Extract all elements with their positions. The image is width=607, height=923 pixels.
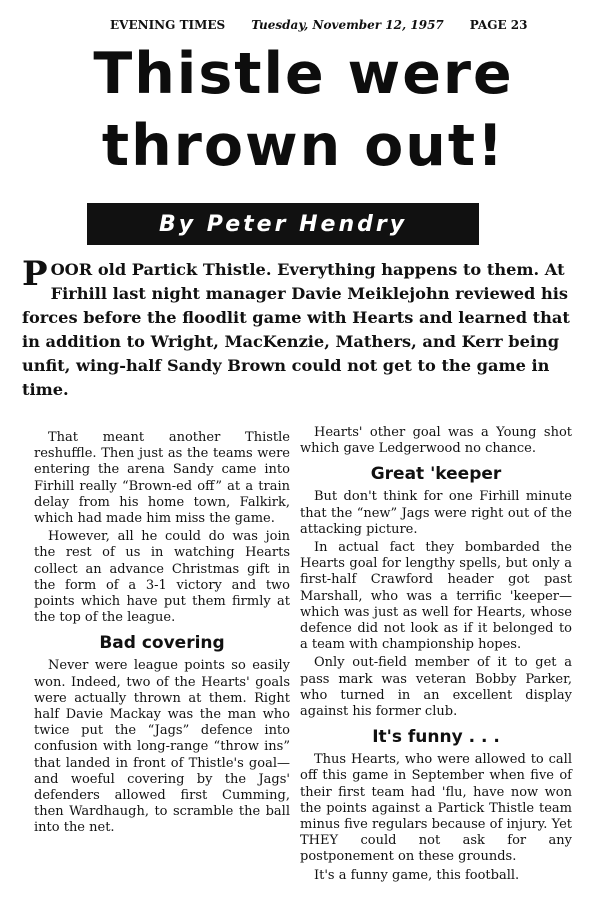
subheading: It's funny . . . bbox=[372, 727, 500, 748]
paragraph: It's a funny game, this football. bbox=[314, 867, 520, 883]
paragraph: However, all he could do was join the rest of us in watching Hearts collect an advance Christmas gift in the form of a 3-1 victory and two points which have put them firmly at the top of the league. bbox=[34, 529, 290, 626]
page-number: PAGE 23 bbox=[469, 18, 528, 32]
lead-paragraph bbox=[22, 254, 574, 402]
left-column bbox=[34, 430, 290, 839]
masthead bbox=[110, 18, 547, 32]
issue-date: Tuesday, November 12, 1957 bbox=[251, 18, 444, 32]
byline: By Peter Hendry bbox=[87, 203, 479, 245]
paragraph: But don't think for one Firhill minute that the “new” Jags were right out of the attacking picture. bbox=[300, 489, 572, 537]
subheading: Bad covering bbox=[99, 633, 225, 654]
drop-cap: P bbox=[22, 254, 48, 294]
subheading: Great 'keeper bbox=[370, 464, 502, 485]
paragraph: Never were league points so easily won. Indeed, two of the Hearts' goals were actually thrown at them. Right half Davie Mackay was the man who twice put the “Jags” defence into confusion with long-range “throw ins” that landed in front of Thistle's goal—and woeful covering by the Jags' defenders allowed first Cumming, then Wardhaugh, to scramble the ball into the net. bbox=[34, 658, 290, 836]
lead-text: OOR old Partick Thistle. Everything happens to them. At Firhill last night manager Davie Meiklejohn reviewed his forces before the floodlit game with Hearts and learned that in addition to Wright, MacKenzie, Mathers, and Kerr being unfit, wing-half Sandy Brown could not get to the game in time. bbox=[22, 260, 570, 399]
paragraph: Hearts' other goal was a Young shot which gave Ledgerwood no chance. bbox=[300, 425, 572, 457]
paragraph: Thus Hearts, who were allowed to call off this game in September when five of their first team had 'flu, have now won the points against a Partick Thistle team minus five regulars because of injury. Yet THEY could not ask for any postponement on these grounds. bbox=[300, 752, 572, 865]
headline-line-1: Thistle were bbox=[93, 41, 514, 107]
paragraph: Only out-field member of it to get a pass mark was veteran Bobby Parker, who turned in an excellent display against his former club. bbox=[300, 655, 572, 720]
paragraph: In actual fact they bombarded the Hearts goal for lengthy spells, but only a first-half Crawford header got past Marshall, who was a terrific 'keeper—which was just as well for Hearts, whose defence did not look as if it belonged to a team with championship hopes. bbox=[300, 540, 572, 653]
headline-line-2: thrown out! bbox=[101, 113, 506, 179]
right-column bbox=[300, 425, 572, 886]
paragraph: That meant another Thistle reshuffle. Then just as the teams were entering the arena Sandy came into Firhill really “Brown-ed off” at a train delay from his home town, Falkirk, which had made him miss the game. bbox=[34, 430, 290, 527]
paper-name: EVENING TIMES bbox=[110, 18, 226, 32]
